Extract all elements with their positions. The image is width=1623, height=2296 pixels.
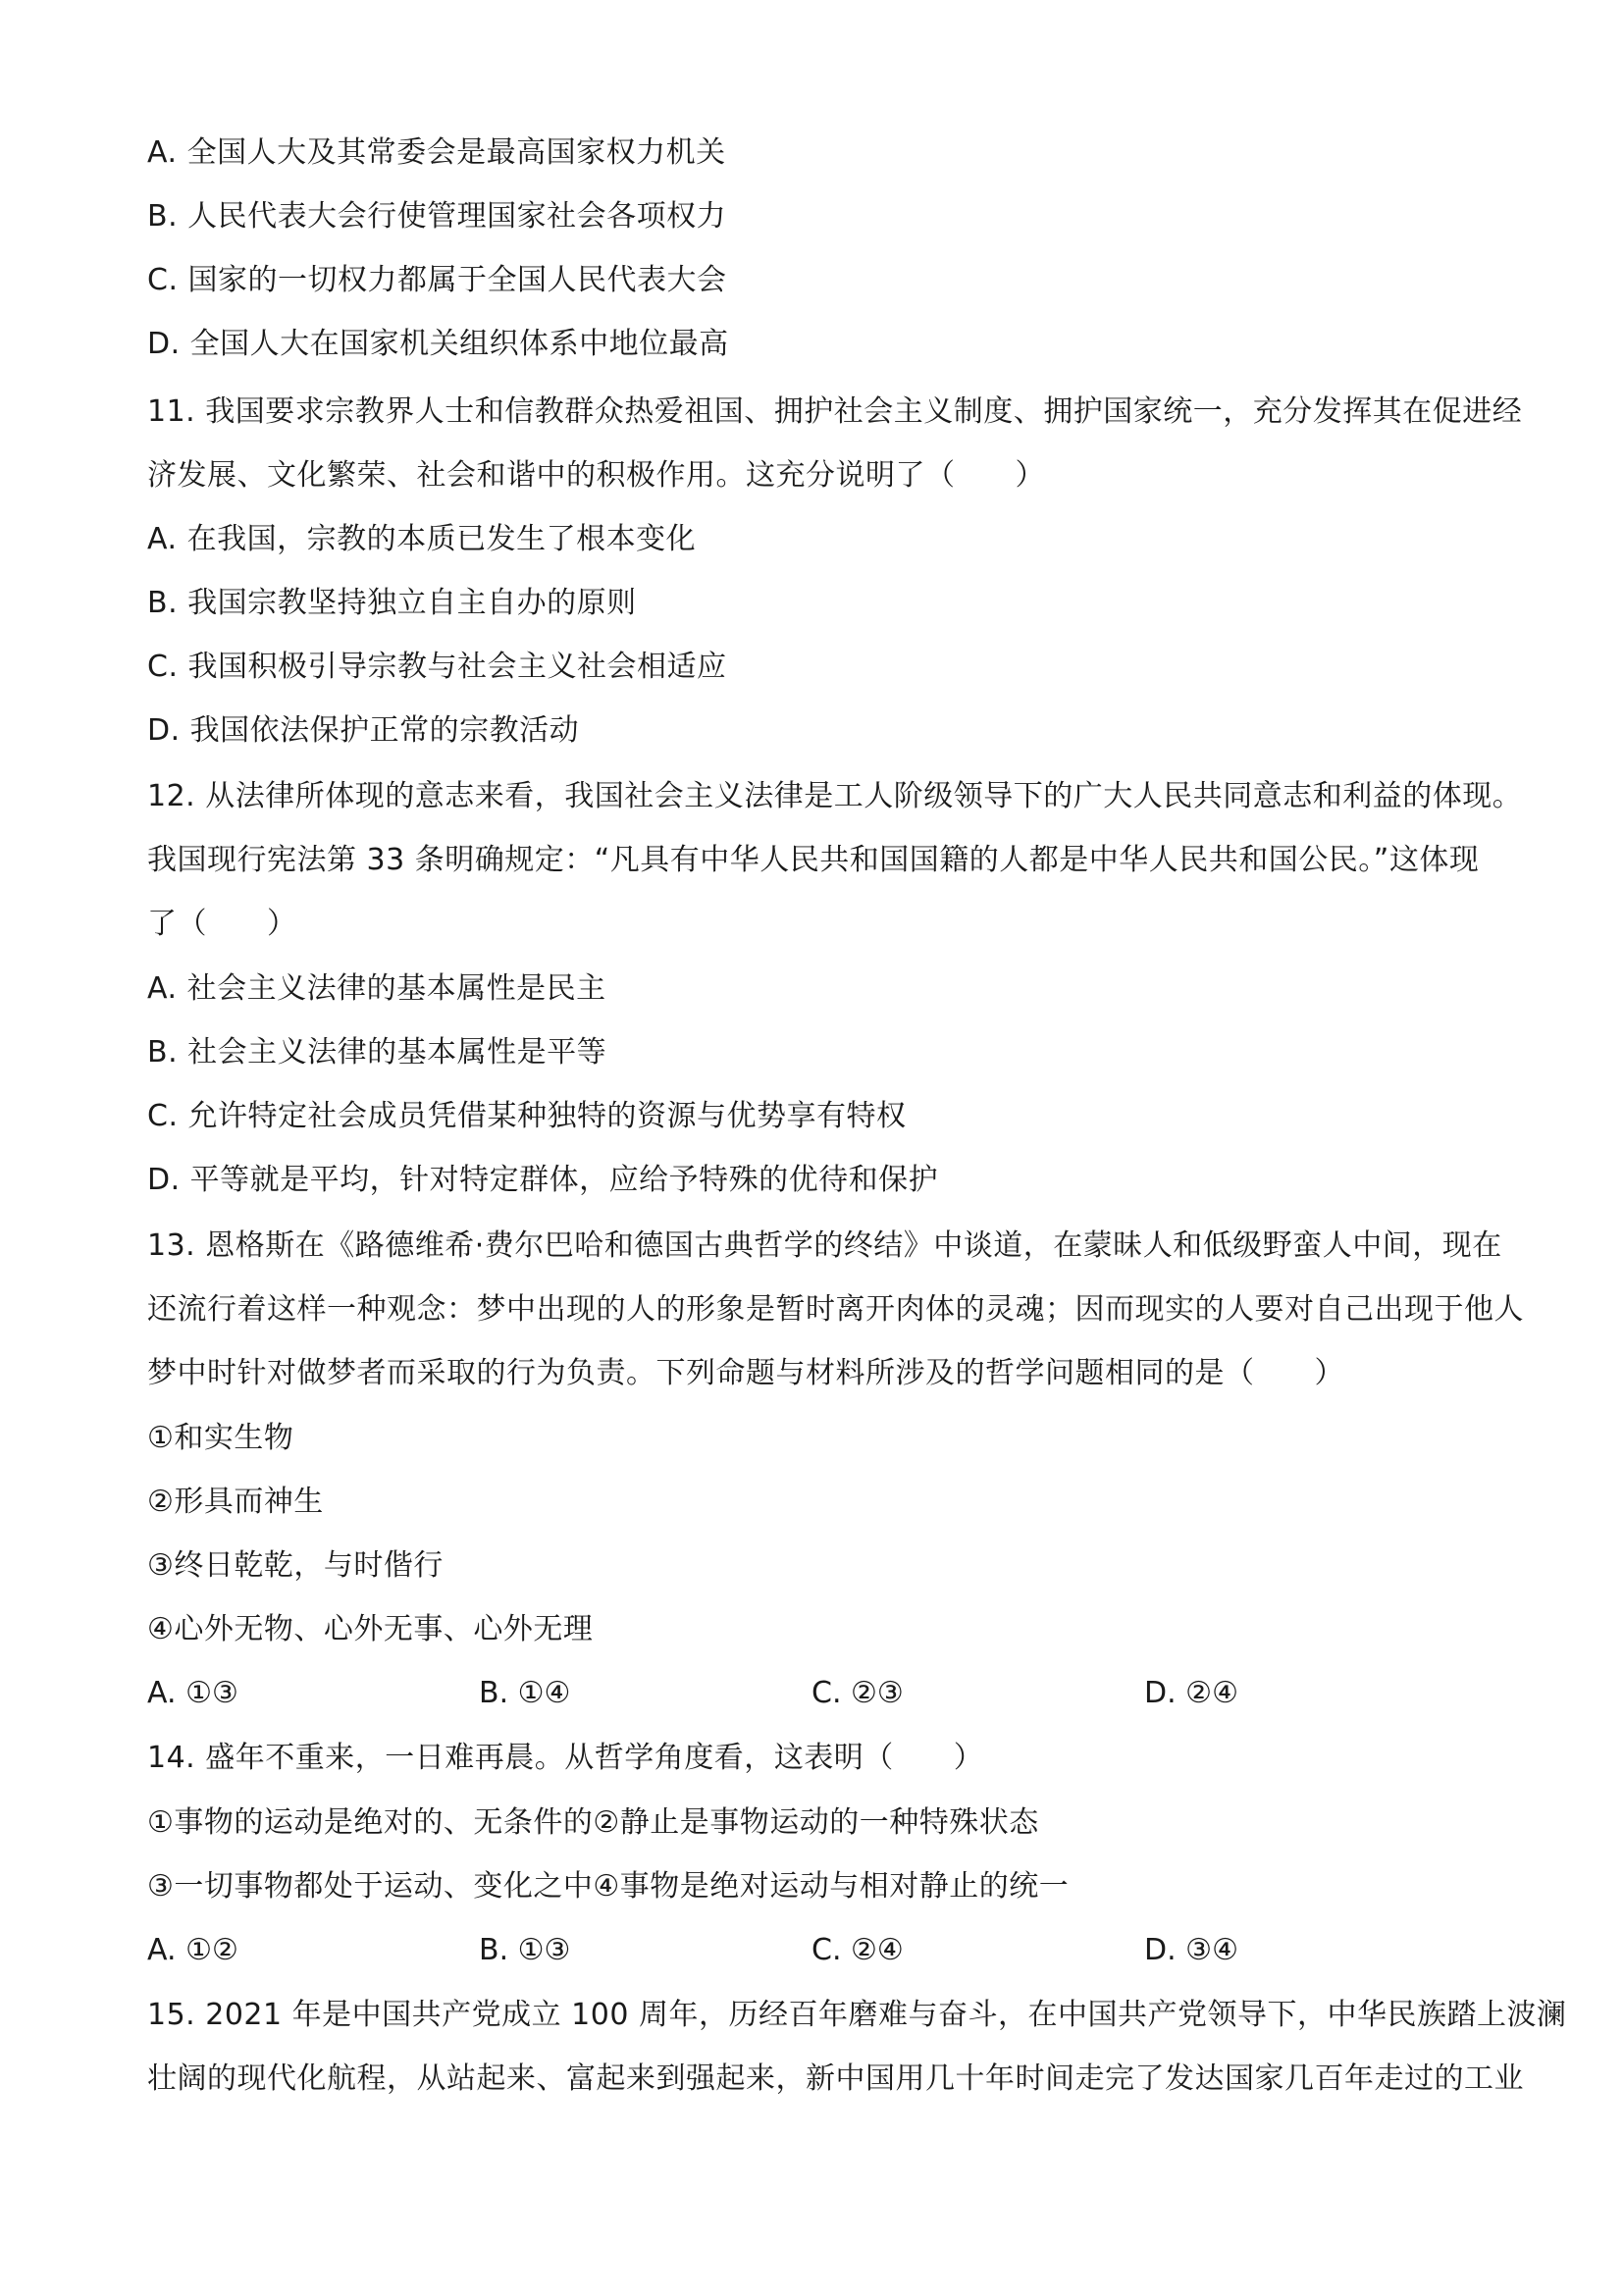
q13-choice-d: D. ②④	[1144, 1676, 1238, 1710]
q11-stem-line-2: 济发展、文化繁荣、社会和谐中的积极作用。这充分说明了（ ）	[147, 458, 1045, 493]
q11-option-c: C. 我国积极引导宗教与社会主义社会相适应	[147, 650, 727, 684]
q11-option-a: A. 在我国，宗教的本质已发生了根本变化	[147, 522, 697, 556]
q14-choice-d: D. ③④	[1144, 1933, 1238, 1967]
q11-option-b: B. 我国宗教坚持独立自主自办的原则	[147, 586, 637, 620]
q15-stem-line-2: 壮阔的现代化航程，从站起来、富起来到强起来，新中国用几十年时间走完了发达国家几百年走过的工业	[147, 2061, 1524, 2096]
q13-choice-b: B. ①④	[479, 1676, 571, 1710]
q10-option-c: C. 国家的一切权力都属于全国人民代表大会	[147, 263, 727, 297]
q13-stem-line-3: 梦中时针对做梦者而采取的行为负责。下列命题与材料所涉及的哲学问题相同的是（ ）	[147, 1356, 1344, 1390]
q13-statement-1: ①和实生物	[147, 1421, 294, 1455]
q10-option-a: A. 全国人大及其常委会是最高国家权力机关	[147, 135, 726, 170]
q12-stem-line-2: 我国现行宪法第 33 条明确规定：“凡具有中华人民共和国国籍的人都是中华人民共和国公民。”这体现	[147, 843, 1480, 877]
q12-stem-line-3: 了（ ）	[147, 907, 297, 941]
q13-choices	[147, 1674, 1482, 1713]
q14-statement-line-2: ③一切事物都处于运动、变化之中④事物是绝对运动与相对静止的统一	[147, 1869, 1070, 1904]
q12-option-a: A. 社会主义法律的基本属性是民主	[147, 971, 606, 1006]
q12-stem-line-1: 12. 从法律所体现的意志来看，我国社会主义法律是工人阶级领导下的广大人民共同意志和利益的体现。	[147, 779, 1523, 813]
q13-choice-a: A. ①③	[147, 1676, 238, 1710]
q12-option-d: D. 平等就是平均，针对特定群体，应给予特殊的优待和保护	[147, 1163, 939, 1197]
q14-choices	[147, 1931, 1482, 1970]
q15-stem-line-1: 15. 2021 年是中国共产党成立 100 周年，历经百年磨难与奋斗，在中国共产党领导下，中华民族踏上波澜	[147, 1998, 1567, 2032]
q13-statement-2: ②形具而神生	[147, 1485, 324, 1519]
q13-statement-3: ③终日乾乾，与时偕行	[147, 1548, 444, 1583]
q10-option-d: D. 全国人大在国家机关组织体系中地位最高	[147, 327, 729, 361]
q12-option-b: B. 社会主义法律的基本属性是平等	[147, 1035, 607, 1070]
q13-choice-c: C. ②③	[812, 1676, 904, 1710]
q14-stem-line-1: 14. 盛年不重来，一日难再晨。从哲学角度看，这表明（ ）	[147, 1741, 984, 1775]
q11-option-d: D. 我国依法保护正常的宗教活动	[147, 713, 580, 748]
q14-choice-c: C. ②④	[812, 1933, 904, 1967]
q13-stem-line-2: 还流行着这样一种观念：梦中出现的人的形象是暂时离开肉体的灵魂；因而现实的人要对自己出现于他人	[147, 1292, 1524, 1327]
q14-choice-b: B. ①③	[479, 1933, 571, 1967]
q14-choice-a: A. ①②	[147, 1933, 238, 1967]
q11-stem-line-1: 11. 我国要求宗教界人士和信教群众热爱祖国、拥护社会主义制度、拥护国家统一，充分发挥其在促进经	[147, 394, 1523, 429]
q13-statement-4: ④心外无物、心外无事、心外无理	[147, 1612, 594, 1646]
q13-stem-line-1: 13. 恩格斯在《路德维希·费尔巴哈和德国古典哲学的终结》中谈道，在蒙昧人和低级野蛮人中间，现在	[147, 1228, 1502, 1263]
q14-statement-line-1: ①事物的运动是绝对的、无条件的②静止是事物运动的一种特殊状态	[147, 1805, 1039, 1840]
q10-option-b: B. 人民代表大会行使管理国家社会各项权力	[147, 199, 727, 234]
q12-option-c: C. 允许特定社会成员凭借某种独特的资源与优势享有特权	[147, 1099, 907, 1133]
